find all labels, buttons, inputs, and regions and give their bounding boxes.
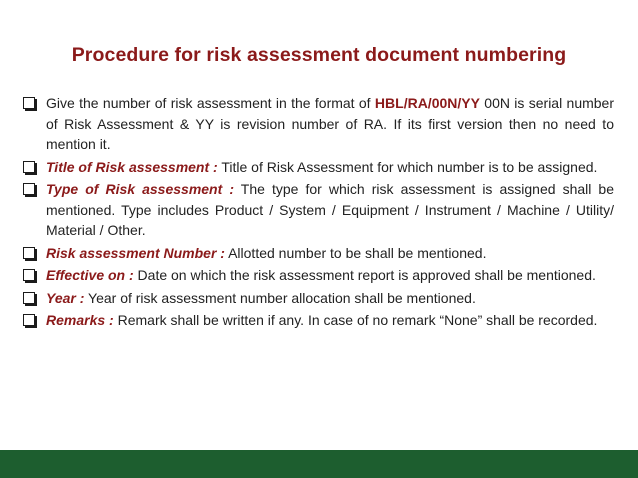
item-text: Year of risk assessment number allocation shall be mentioned. <box>84 289 476 306</box>
list-item <box>22 243 614 264</box>
item-label: Year : <box>46 289 85 306</box>
checkbox-bullet-icon <box>23 314 35 326</box>
list-item <box>22 265 614 286</box>
item-label: Risk assessment Number : <box>46 244 225 261</box>
item-label: Effective on : <box>46 267 134 283</box>
item-text: Allotted number to be shall be mentioned. <box>224 244 487 261</box>
item-text: The type for which risk assessment is assigned shall be mentioned. Type includes Product / System / Equipment / Instrument / Machine / Utility/ Material / Other. <box>46 181 614 238</box>
item-text: Give the number of risk assessment in the format of <box>46 95 375 111</box>
item-label: Remarks : <box>46 312 114 328</box>
checkbox-bullet-icon <box>23 183 35 195</box>
list-item <box>22 93 614 155</box>
item-text: 00N is serial number of Risk Assessment & YY is revision number of RA. If its first version then no need to mention it. <box>46 95 615 152</box>
item-label: Title of Risk assessment : <box>46 158 218 175</box>
page-title: Procedure for risk assessment document numbering <box>71 44 567 66</box>
checkbox-bullet-icon <box>23 97 35 109</box>
checkbox-bullet-icon <box>23 292 35 304</box>
item-text: Title of Risk Assessment for which number is to be assigned. <box>217 158 598 175</box>
checkbox-bullet-icon <box>23 161 35 173</box>
list-item <box>22 157 614 178</box>
list-item <box>22 310 614 331</box>
checkbox-bullet-icon <box>23 269 35 281</box>
item-text: Remark shall be written if any. In case of no remark “None” shall be recorded. <box>113 312 598 328</box>
checkbox-bullet-icon <box>23 247 35 259</box>
item-label: Type of Risk assessment : <box>46 181 234 197</box>
footer-bar <box>0 450 638 478</box>
list-item <box>22 179 614 241</box>
numbering-rules-list <box>22 93 614 333</box>
item-text: Date on which the risk assessment report is approved shall be mentioned. <box>133 267 596 283</box>
format-code: HBL/RA/00N/YY <box>374 95 480 111</box>
list-item <box>22 288 614 309</box>
